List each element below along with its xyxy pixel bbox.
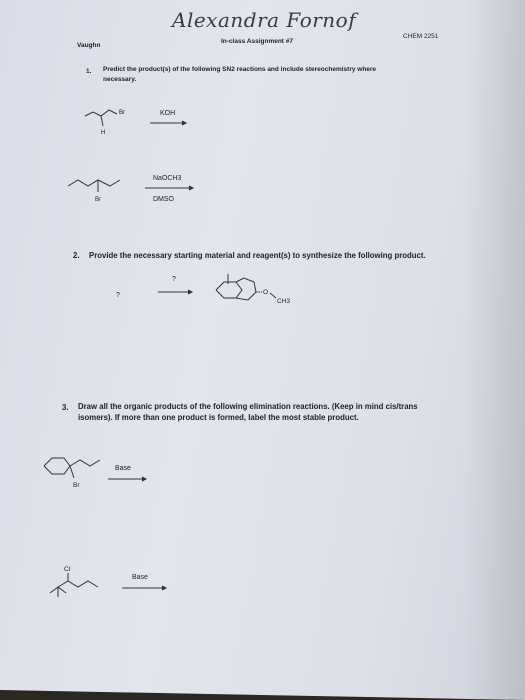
q3b-reagent: Base <box>132 574 148 581</box>
assignment-title: In-class Assignment #7 <box>221 38 294 45</box>
q2-arrow <box>158 289 198 295</box>
paper-shadow <box>465 0 525 700</box>
q2-unknown-start: ? <box>116 292 120 299</box>
q1-prompt-line2: necessary. <box>103 76 137 83</box>
q3b-alkyl-chloride-structure <box>48 565 108 605</box>
q1a-reagent: KOH <box>160 110 176 117</box>
q1a-arrow <box>150 120 190 126</box>
q2-methyl-label: CH3 <box>277 298 291 305</box>
q1a-h-label: H <box>101 130 106 136</box>
q3-prompt-line1: Draw all the organic products of the following elimination reactions. (Keep in mind cis/trans <box>78 402 418 411</box>
q3a-br-label: Br <box>73 482 80 489</box>
q2-oxygen-label: O <box>263 289 269 296</box>
q1a-alkyl-bromide-structure <box>83 106 133 142</box>
q3b-cl-label: Cl <box>64 566 71 573</box>
q1b-reagent-top: NaOCH3 <box>153 175 182 182</box>
q1b-reagent-bottom: DMSO <box>153 196 174 203</box>
q2-unknown-reagent: ? <box>172 276 176 283</box>
q1b-alkyl-bromide-structure <box>66 176 126 210</box>
q3b-arrow <box>122 585 170 591</box>
q1b-arrow <box>145 185 197 191</box>
q3a-arrow <box>108 476 150 482</box>
q2-prompt: Provide the necessary starting material and reagent(s) to synthesize the following product. <box>89 251 426 260</box>
q3a-cyclohexyl-bromide-structure <box>40 450 110 494</box>
q1b-br-label: Br <box>95 197 101 203</box>
handwritten-student-name: Alexandra Fornof <box>172 8 357 32</box>
q1-prompt-line1: Predict the product(s) of the following SN2 reactions and include stereochemistry where <box>103 66 377 73</box>
q3a-reagent: Base <box>115 465 131 472</box>
q1-number: 1. <box>86 68 92 75</box>
q1a-br-label: Br <box>119 110 125 116</box>
q2-number: 2. <box>73 251 80 260</box>
instructor-name: Vaughn <box>77 42 101 49</box>
q3-number: 3. <box>62 403 69 412</box>
course-code: CHEM 2251 <box>403 33 439 40</box>
q3-prompt-line2: isomers). If more than one product is formed, label the most stable product. <box>78 413 359 422</box>
q2-product-structure <box>210 270 300 314</box>
